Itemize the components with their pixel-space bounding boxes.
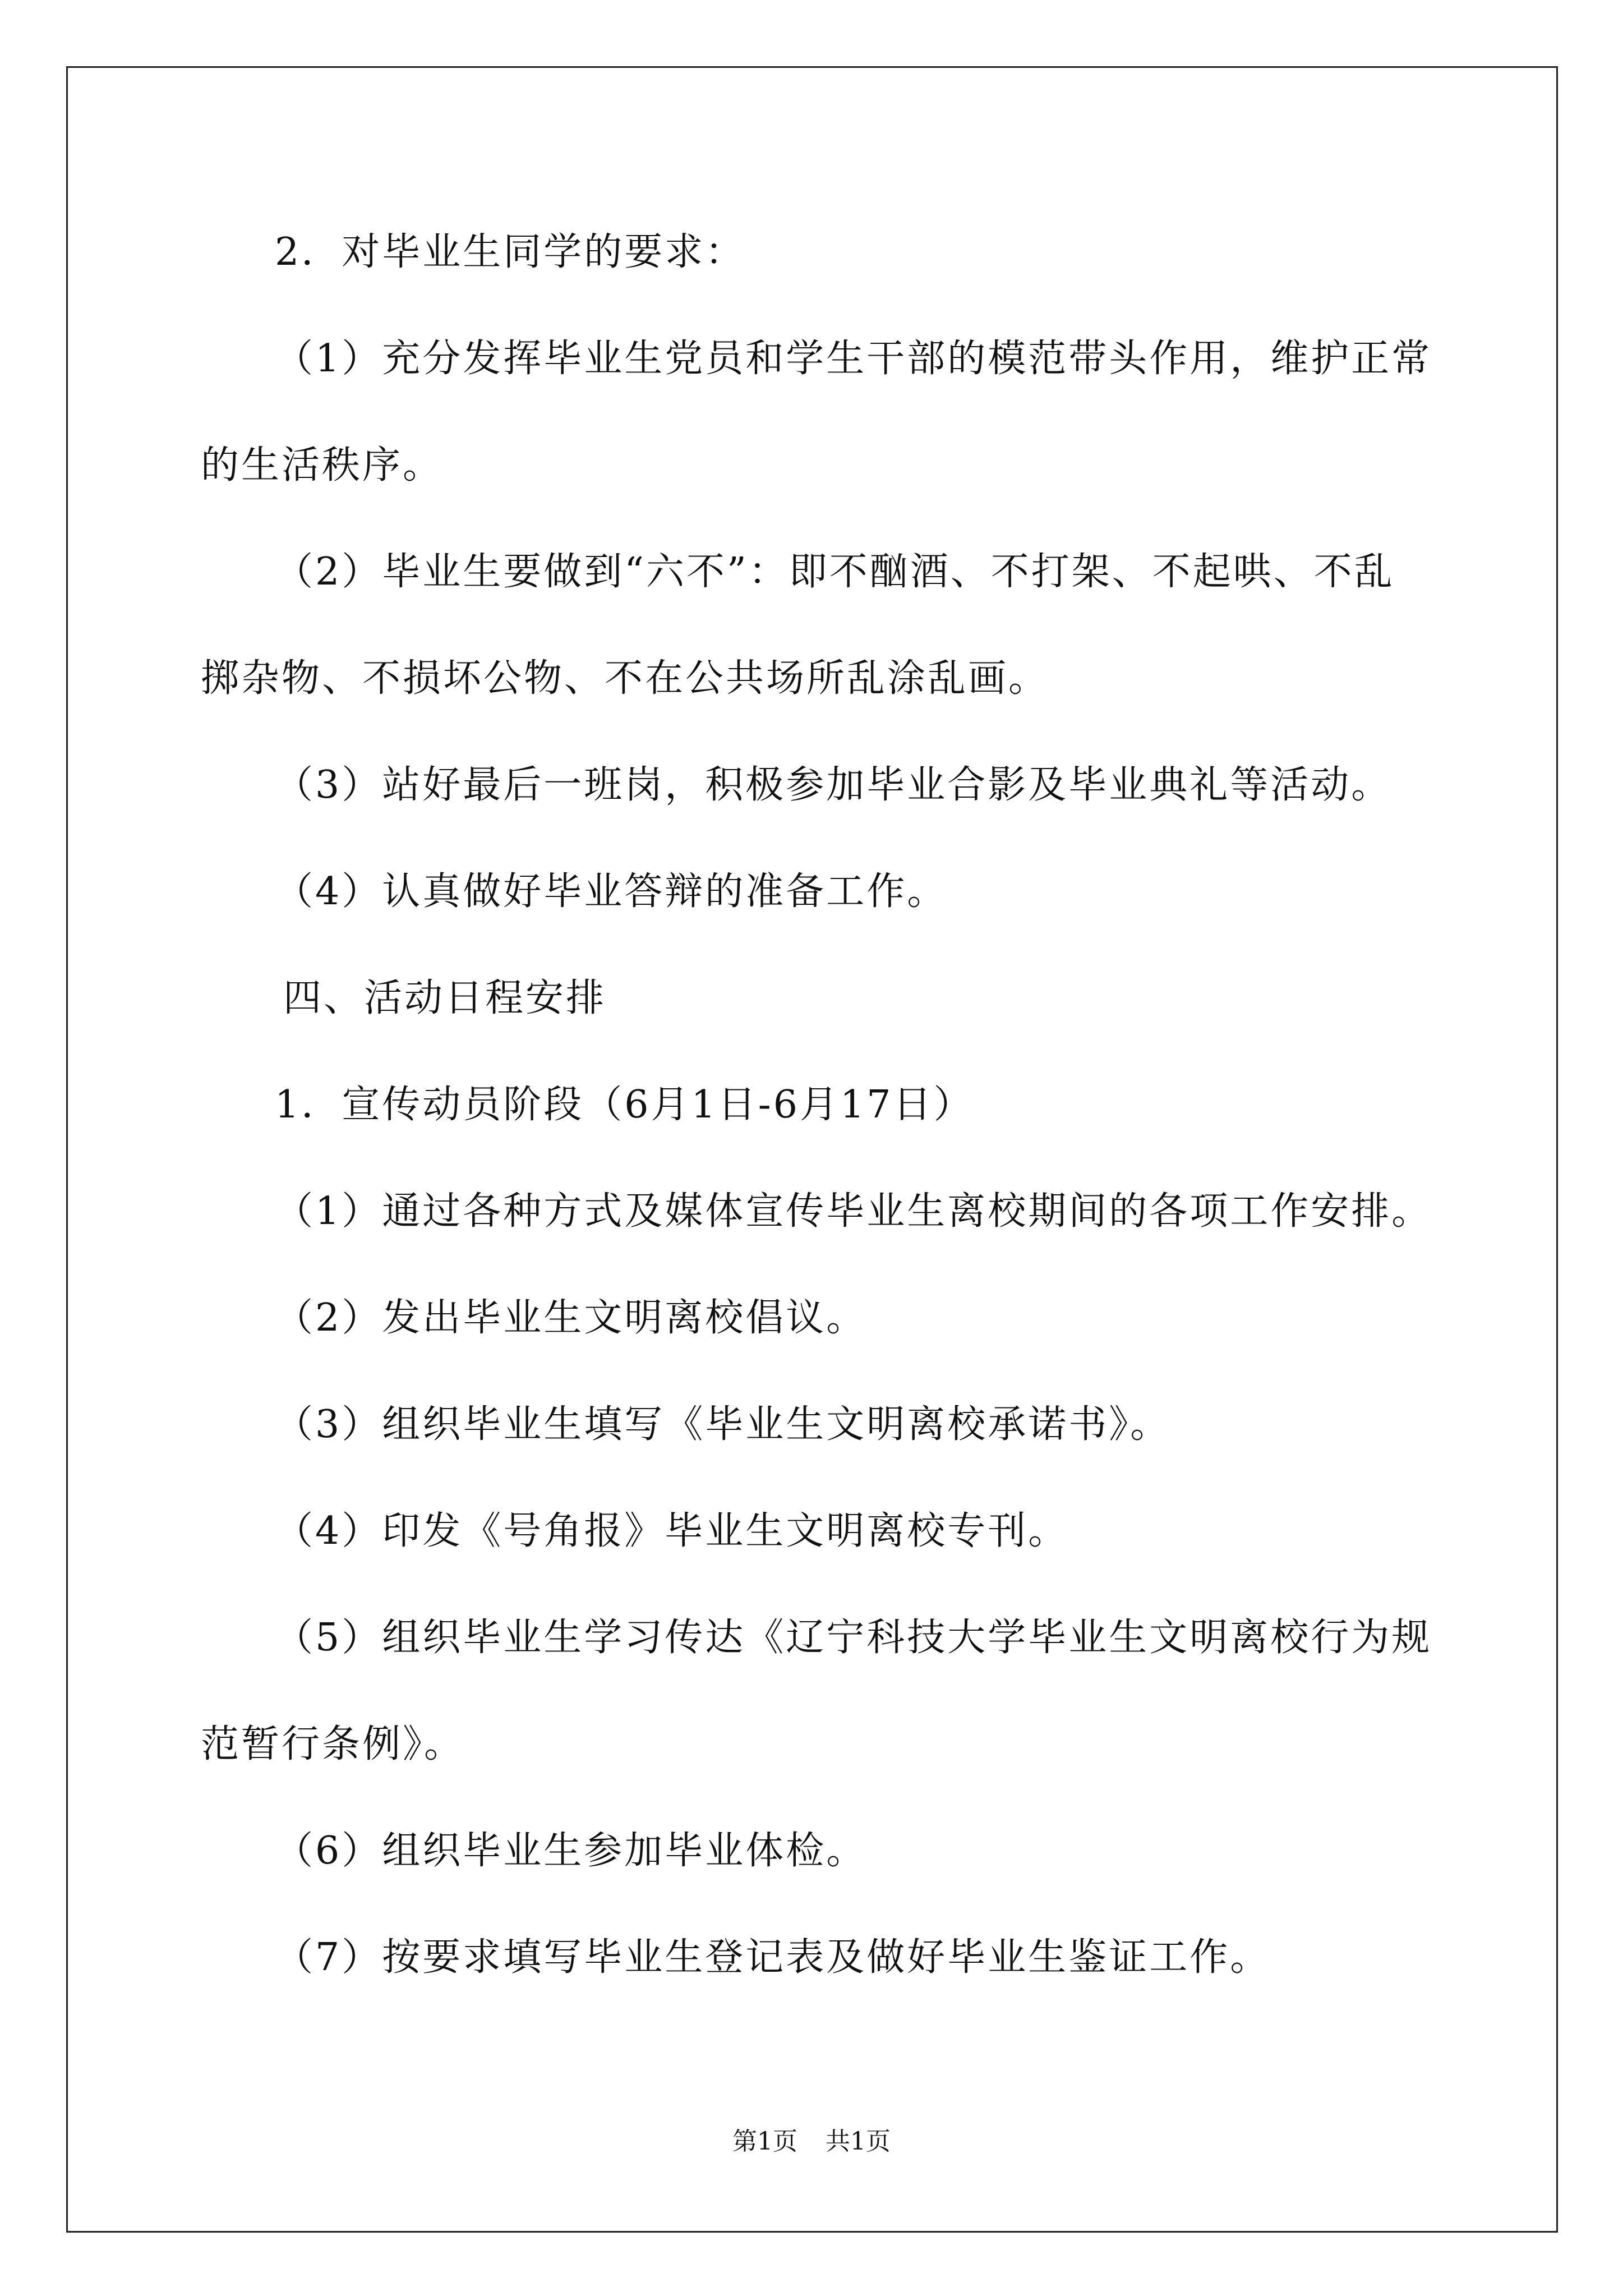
paragraph-line: （3）站好最后一班岗，积极参加毕业合影及毕业典礼等活动。 <box>275 763 1392 807</box>
paragraph-line: （1）通过各种方式及媒体宣传毕业生离校期间的各项工作安排。 <box>275 1189 1432 1234</box>
page-total: 共1页 <box>826 2127 891 2156</box>
paragraph-line: （4）认真做好毕业答辩的准备工作。 <box>275 869 948 914</box>
paragraph-line: （1）充分发挥毕业生党员和学生干部的模范带头作用，维护正常 <box>275 337 1432 381</box>
paragraph-line: 范暂行条例》。 <box>201 1722 465 1766</box>
paragraph-line: （6）组织毕业生参加毕业体检。 <box>275 1829 867 1873</box>
paragraph-line: 掷杂物、不损坏公物、不在公共场所乱涂乱画。 <box>201 656 1049 701</box>
paragraph-line: （3）组织毕业生填写《毕业生文明离校承诺书》。 <box>275 1402 1171 1447</box>
section-heading: 四、活动日程安排 <box>283 976 607 1020</box>
heading-requirements: 2．对毕业生同学的要求： <box>275 230 746 274</box>
page-footer <box>0 2125 1623 2159</box>
paragraph-line: （2）毕业生要做到“六不”：即不酗酒、不打架、不起哄、不乱 <box>275 550 1395 594</box>
paragraph-line: （5）组织毕业生学习传达《辽宁科技大学毕业生文明离校行为规 <box>275 1616 1432 1660</box>
paragraph-line: （2）发出毕业生文明离校倡议。 <box>275 1296 867 1340</box>
paragraph-line: （7）按要求填写毕业生登记表及做好毕业生鉴证工作。 <box>275 1935 1271 1980</box>
subsection-heading: 1．宣传动员阶段（6月1日-6月17日） <box>275 1083 974 1127</box>
paragraph-line: 的生活秩序。 <box>201 443 444 487</box>
paragraph-line: （4）印发《号角报》毕业生文明离校专刊。 <box>275 1509 1069 1553</box>
page-number: 第1页 <box>732 2127 797 2156</box>
